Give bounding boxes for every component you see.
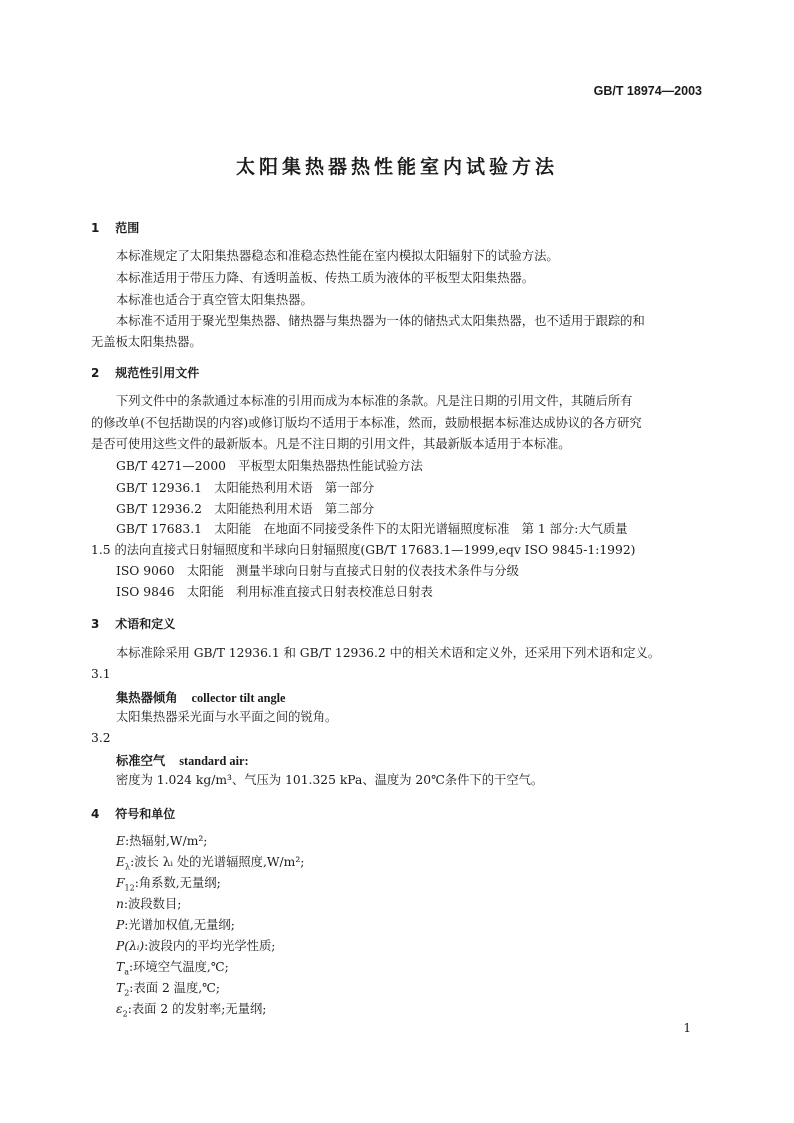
symbol-description: :光谱加权值,无量纲; <box>124 918 235 932</box>
symbol-item <box>116 979 220 1002</box>
symbol: P(λᵢ) <box>116 939 145 953</box>
paragraph: 无盖板太阳集热器。 <box>91 335 202 349</box>
symbol-item <box>116 853 304 876</box>
paragraph: 的修改单(不包括勘误的内容)或修订版均不适用于本标准，然而，鼓励根据本标准达成协议的各方研究 <box>91 416 642 430</box>
symbol-subscript: 2 <box>124 988 130 998</box>
section-3-heading: 3 术语和定义 <box>91 617 176 631</box>
symbol-item <box>116 1000 266 1023</box>
symbol-description: :表面 2 温度,℃; <box>129 981 221 995</box>
paragraph: 本标准规定了太阳集热器稳态和准稳态热性能在室内模拟太阳辐射下的试验方法。 <box>116 249 559 263</box>
section-1-heading: 1 范围 <box>91 221 140 235</box>
clause-number: 3.2 <box>91 731 111 745</box>
symbol-item <box>116 958 229 981</box>
reference-item: 1.5 的法向直接式日射辐照度和半球向日射辐照度(GB/T 17683.1—1999,eqv ISO 9845-1:1992) <box>91 543 636 557</box>
term-definition: 密度为 1.024 kg/m³、气压为 101.325 kPa、温度为 20℃条件下的干空气。 <box>116 773 544 787</box>
reference-item: GB/T 4271—2000 平板型太阳集热器热性能试验方法 <box>116 459 423 473</box>
symbol-subscript: a <box>124 967 129 977</box>
symbol-item <box>116 916 235 934</box>
symbol: E <box>116 855 125 869</box>
symbol-subscript: 2 <box>122 1009 128 1019</box>
symbol: n <box>116 897 124 911</box>
reference-item: ISO 9060 太阳能 测量半球向日射与直接式日射的仪表技术条件与分级 <box>116 564 519 578</box>
symbol: P <box>116 918 125 932</box>
reference-item: GB/T 12936.2 太阳能热利用术语 第二部分 <box>116 502 375 516</box>
symbol-description: :表面 2 的发射率;无量纲; <box>127 1002 267 1016</box>
document-title: 太阳集热器热性能室内试验方法 <box>235 156 558 178</box>
clause-number: 3.1 <box>91 667 111 681</box>
paragraph: 本标准不适用于聚光型集热器、储热器与集热器为一体的储热式太阳集热器，也不适用于跟踪的和 <box>116 314 645 328</box>
symbol-description: :环境空气温度,℃; <box>128 960 229 974</box>
standard-number: GB/T 18974—2003 <box>593 84 702 98</box>
symbol-item <box>116 937 275 955</box>
section-2-heading: 2 规范性引用文件 <box>91 366 200 380</box>
symbol: T <box>116 981 125 995</box>
symbol-item <box>116 874 221 897</box>
symbol-description: :波长 λᵢ 处的光谱辐照度,W/m²; <box>130 855 305 869</box>
symbol-item <box>116 832 207 850</box>
paragraph: 是否可使用这些文件的最新版本。凡是不注日期的引用文件，其最新版本适用于本标准。 <box>91 437 571 451</box>
symbol-description: :波段数目; <box>123 897 182 911</box>
symbol-subscript: 12 <box>124 883 135 893</box>
symbol-description: :角系数,无量纲; <box>134 876 221 890</box>
symbol-item <box>116 895 181 913</box>
symbol: E <box>116 834 125 848</box>
paragraph: 本标准适用于带压力降、有透明盖板、传热工质为液体的平板型太阳集热器。 <box>116 271 535 285</box>
reference-item: ISO 9846 太阳能 利用标准直接式日射表校准总日射表 <box>116 585 433 599</box>
symbol-subscript: λ <box>124 862 131 872</box>
symbol: ε <box>116 1002 123 1016</box>
symbol: T <box>116 960 125 974</box>
reference-item: GB/T 17683.1 太阳能 在地面不同接受条件下的太阳光谱辐照度标准 第 1 部分:大气质量 <box>116 522 628 536</box>
section-4-heading: 4 符号和单位 <box>91 807 176 821</box>
term-heading: 标准空气 standard air: <box>116 753 249 768</box>
term-heading: 集热器倾角 collector tilt angle <box>116 690 286 705</box>
symbol-description: :波段内的平均光学性质; <box>144 939 276 953</box>
symbol: F <box>116 876 125 890</box>
term-definition: 太阳集热器采光面与水平面之间的锐角。 <box>116 710 338 724</box>
paragraph: 本标准除采用 GB/T 12936.1 和 GB/T 12936.2 中的相关术语和定义外，还采用下列术语和定义。 <box>116 646 661 660</box>
symbol-description: :热辐射,W/m²; <box>124 834 208 848</box>
page-number: 1 <box>683 1021 691 1035</box>
paragraph: 下列文件中的条款通过本标准的引用而成为本标准的条款。凡是注日期的引用文件，其随后所有 <box>116 394 633 408</box>
reference-item: GB/T 12936.1 太阳能热利用术语 第一部分 <box>116 481 375 495</box>
paragraph: 本标准也适合于真空管太阳集热器。 <box>116 293 313 307</box>
